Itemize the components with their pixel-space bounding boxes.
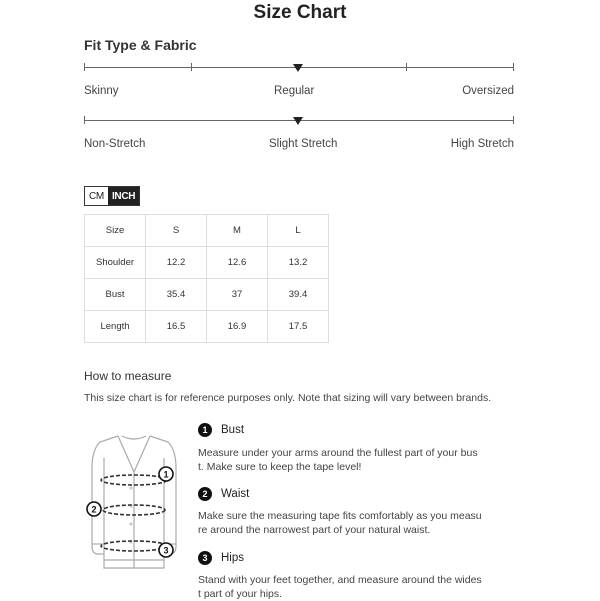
- figure-marker-2: [87, 502, 101, 516]
- row-label: Length: [85, 311, 146, 343]
- step-bust-description: Measure under your arms around the fullest part of your bust. Make sure to keep the tape level!: [198, 447, 478, 473]
- table-header-cell: M: [207, 215, 268, 247]
- stretch-label-slight: Slight Stretch: [269, 138, 338, 150]
- figure-marker-3: [159, 543, 173, 557]
- step-hips-title: [198, 551, 244, 565]
- table-header-cell: Size: [85, 215, 146, 247]
- fit-label-skinny: Skinny: [84, 85, 119, 97]
- svg-text:3: 3: [163, 545, 169, 556]
- svg-text:1: 1: [163, 469, 169, 480]
- step-number-badge: 1: [198, 423, 212, 437]
- row-label: Shoulder: [85, 247, 146, 279]
- stretch-label-non: Non-Stretch: [84, 138, 146, 150]
- table-cell: 13.2: [268, 247, 329, 279]
- table-cell: 35.4: [146, 279, 207, 311]
- table-cell: 17.5: [268, 311, 329, 343]
- fit-label-regular: Regular: [274, 85, 315, 97]
- fit-section-title: Fit Type & Fabric: [84, 37, 197, 53]
- cardigan-illustration: [84, 428, 184, 588]
- page-title: Size Chart: [253, 2, 347, 23]
- step-waist-description: Make sure the measuring tape fits comfortably as you measure around the narrowest part of your natural waist.: [198, 510, 482, 536]
- svg-text:2: 2: [91, 504, 97, 515]
- unit-inch-button[interactable]: INCH: [108, 187, 139, 205]
- step-title-text: Waist: [221, 488, 250, 500]
- figure-marker-1: [159, 467, 173, 481]
- table-header-row: [85, 215, 329, 247]
- table-header-cell: S: [146, 215, 207, 247]
- stretch-selected-marker: [293, 117, 303, 125]
- step-title-text: Hips: [221, 552, 245, 564]
- garment-diagram: [84, 428, 184, 588]
- table-row: [85, 279, 329, 311]
- table-cell: 39.4: [268, 279, 329, 311]
- row-label: Bust: [85, 279, 146, 311]
- table-cell: 16.9: [207, 311, 268, 343]
- table-cell: 12.6: [207, 247, 268, 279]
- step-waist-title: [198, 487, 249, 501]
- how-to-measure-heading: How to measure: [84, 369, 172, 383]
- fit-selected-marker: [293, 64, 303, 72]
- step-number-badge: 2: [198, 487, 212, 501]
- step-title-text: Bust: [221, 424, 245, 436]
- step-bust-title: [198, 423, 244, 437]
- unit-toggle: [84, 186, 140, 206]
- stretch-label-high: High Stretch: [450, 138, 514, 150]
- table-header-cell: L: [268, 215, 329, 247]
- fit-type-scale: [84, 63, 514, 77]
- fit-label-oversized: Oversized: [462, 85, 514, 97]
- table-row: [85, 247, 329, 279]
- table-cell: 12.2: [146, 247, 207, 279]
- reference-note: This size chart is for reference purposes only. Note that sizing will vary between brands.: [84, 392, 492, 404]
- unit-cm-button[interactable]: CM: [89, 190, 104, 202]
- table-cell: 16.5: [146, 311, 207, 343]
- table-row: [85, 311, 329, 343]
- step-number-badge: 3: [198, 551, 212, 565]
- table-cell: 37: [207, 279, 268, 311]
- step-hips-description: Stand with your feet together, and measure around the widest part of your hips.: [198, 574, 482, 600]
- stretch-scale: [84, 116, 514, 130]
- size-table: [84, 214, 329, 343]
